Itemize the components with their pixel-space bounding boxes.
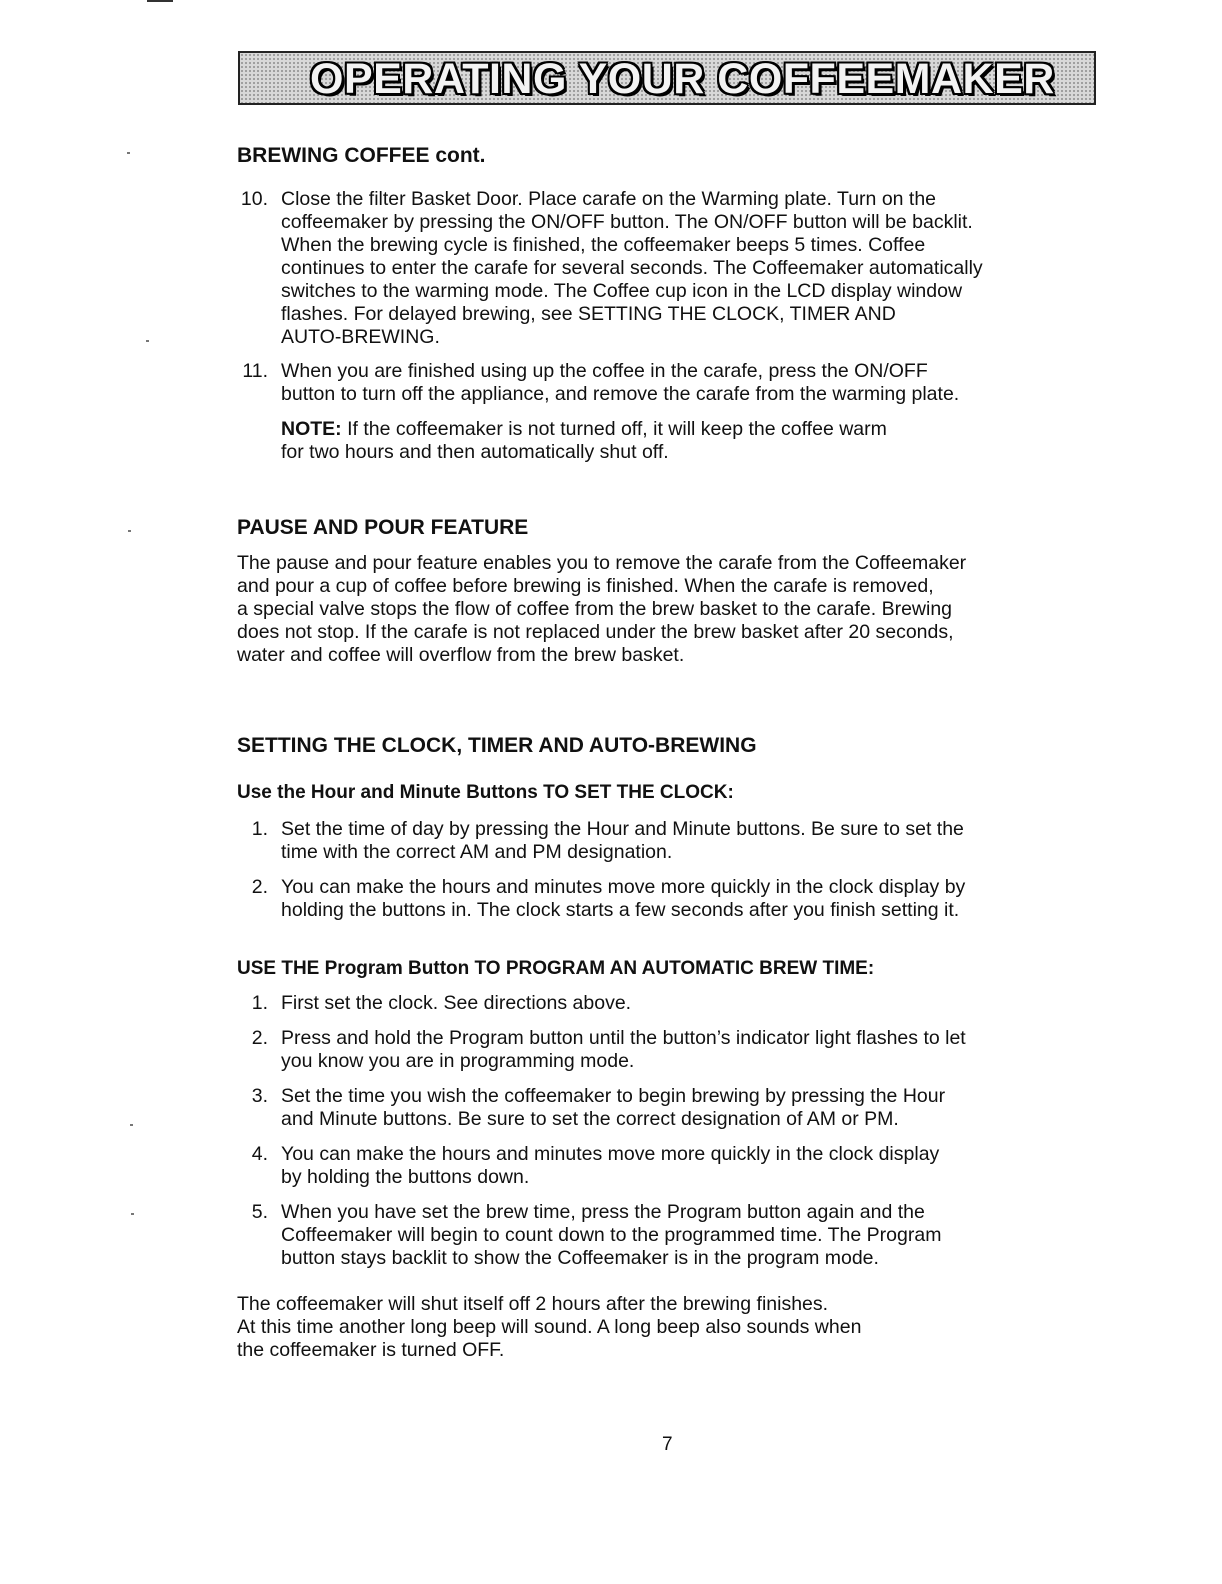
- list-item-text: [281, 1085, 945, 1131]
- text-line: The pause and pour feature enables you to remove the carafe from the Coffeemaker: [237, 552, 967, 574]
- page-title: OPERATING YOUR COFFEEMAKER: [310, 55, 1055, 103]
- note-text: If the coffeemaker is not turned off, it will keep the coffee warm: [341, 418, 887, 440]
- list-item-number: 2.: [251, 876, 268, 898]
- text-line: continues to enter the carafe for several seconds. The Coffeemaker automatically: [281, 257, 983, 279]
- list-item-text: [281, 876, 965, 922]
- text-line: by holding the buttons down.: [281, 1166, 530, 1188]
- list-item-text: [281, 188, 983, 349]
- text-line: button to turn off the appliance, and remove the carafe from the warming plate.: [281, 383, 960, 405]
- list-item-text: [281, 360, 959, 406]
- text-line: holding the buttons in. The clock starts a few seconds after you finish setting it.: [281, 899, 960, 921]
- text-line: Press and hold the Program button until the button’s indicator light flashes to let: [281, 1027, 966, 1049]
- text-line: a special valve stops the flow of coffee from the brew basket to the carafe. Brewing: [237, 598, 953, 620]
- text-line: Set the time you wish the coffeemaker to begin brewing by pressing the Hour: [281, 1085, 946, 1107]
- section-heading-pause: PAUSE AND POUR FEATURE: [237, 516, 529, 539]
- subheading-set-clock: Use the Hour and Minute Buttons TO SET THE CLOCK:: [237, 782, 734, 803]
- scan-speck: [130, 1124, 133, 1126]
- note-line: for two hours and then automatically shut off.: [281, 441, 669, 463]
- list-item-number: 1.: [251, 818, 268, 840]
- text-line: When you are finished using up the coffee in the carafe, press the ON/OFF: [281, 360, 928, 382]
- text-line: does not stop. If the carafe is not replaced under the brew basket after 20 seconds,: [237, 621, 954, 643]
- scan-mark: [147, 0, 173, 2]
- text-line: At this time another long beep will sound. A long beep also sounds when: [237, 1316, 862, 1338]
- section-heading-setting: SETTING THE CLOCK, TIMER AND AUTO-BREWING: [237, 734, 757, 757]
- text-line: AUTO-BREWING.: [281, 326, 440, 348]
- text-line: Set the time of day by pressing the Hour and Minute buttons. Be sure to set the: [281, 818, 964, 840]
- list-item-text: [281, 1201, 941, 1270]
- scan-speck: [131, 1213, 134, 1215]
- list-item-text: [281, 1027, 966, 1073]
- text-line: Close the filter Basket Door. Place carafe on the Warming plate. Turn on the: [281, 188, 937, 210]
- list-item-number: 5.: [251, 1201, 268, 1223]
- text-line: First set the clock. See directions above.: [281, 992, 632, 1014]
- text-line: the coffeemaker is turned OFF.: [237, 1339, 505, 1361]
- list-item-text: [281, 992, 631, 1015]
- text-line: When you have set the brew time, press the Program button again and the: [281, 1201, 925, 1223]
- section-heading-brewing: BREWING COFFEE cont.: [237, 144, 486, 167]
- pause-paragraph: [237, 552, 966, 667]
- scan-speck: [128, 530, 131, 532]
- text-line: You can make the hours and minutes move more quickly in the clock display by: [281, 876, 966, 898]
- note-paragraph: [281, 418, 887, 464]
- list-item-number: 11.: [242, 360, 268, 382]
- text-line: time with the correct AM and PM designation.: [281, 841, 673, 863]
- text-line: and Minute buttons. Be sure to set the correct designation of AM or PM.: [281, 1108, 899, 1130]
- text-line: The coffeemaker will shut itself off 2 hours after the brewing finishes.: [237, 1293, 829, 1315]
- text-line: flashes. For delayed brewing, see SETTING THE CLOCK, TIMER AND: [281, 303, 896, 325]
- list-item-number: 3.: [251, 1085, 268, 1107]
- page-number: 7: [662, 1434, 673, 1455]
- list-item-text: [281, 818, 964, 864]
- closing-paragraph: [237, 1293, 861, 1362]
- text-line: you know you are in programming mode.: [281, 1050, 635, 1072]
- list-item-text: [281, 1143, 939, 1189]
- note-label: NOTE:: [281, 418, 342, 440]
- text-line: When the brewing cycle is finished, the coffeemaker beeps 5 times. Coffee: [281, 234, 926, 256]
- text-line: switches to the warming mode. The Coffee cup icon in the LCD display window: [281, 280, 963, 302]
- list-item-number: 4.: [251, 1143, 268, 1165]
- text-line: water and coffee will overflow from the brew basket.: [237, 644, 685, 666]
- list-item-number: 10.: [240, 188, 268, 210]
- text-line: coffeemaker by pressing the ON/OFF button. The ON/OFF button will be backlit.: [281, 211, 973, 233]
- text-line: and pour a cup of coffee before brewing is finished. When the carafe is removed,: [237, 575, 934, 597]
- title-banner: [238, 51, 1096, 105]
- text-line: You can make the hours and minutes move more quickly in the clock display: [281, 1143, 940, 1165]
- subheading-program: USE THE Program Button TO PROGRAM AN AUTOMATIC BREW TIME:: [237, 958, 875, 979]
- note-line: [281, 418, 887, 441]
- list-item-number: 2.: [251, 1027, 268, 1049]
- text-line: Coffeemaker will begin to count down to the programmed time. The Program: [281, 1224, 942, 1246]
- text-line: button stays backlit to show the Coffeemaker is in the program mode.: [281, 1247, 879, 1269]
- scan-speck: [127, 152, 130, 154]
- list-item-number: 1.: [251, 992, 268, 1014]
- scan-speck: [146, 340, 149, 342]
